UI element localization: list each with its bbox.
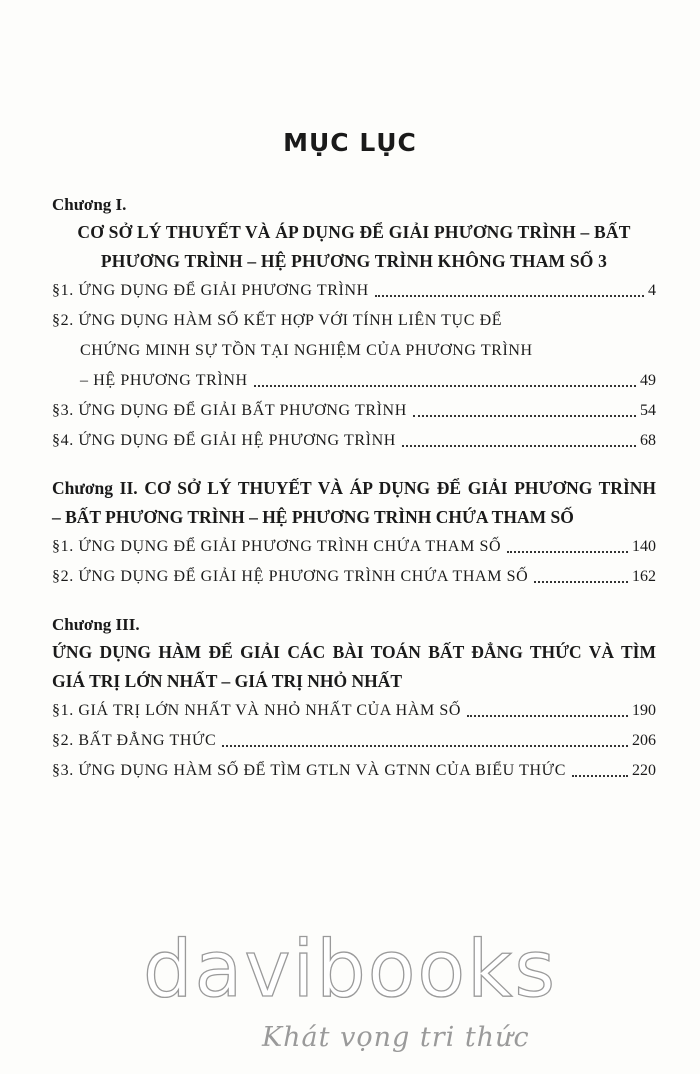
dot-leader [402,444,636,447]
toc-entry[interactable] [52,726,656,756]
chapter-2-heading-text: CƠ SỞ LÝ THUYẾT VÀ ÁP DỤNG ĐỂ GIẢI PHƯƠNG TRÌNH [144,478,657,498]
toc-entry-title: §3. ỨNG DỤNG ĐỂ GIẢI BẤT PHƯƠNG TRÌNH [52,402,407,419]
toc-entry-title: §1. ỨNG DỤNG ĐỂ GIẢI PHƯƠNG TRÌNH [52,282,369,299]
chapter-3-heading-line-2: GIÁ TRỊ LỚN NHẤT – GIÁ TRỊ NHỎ NHẤT [52,671,403,691]
page-title: MỤC LỤC [283,128,417,157]
toc-entry[interactable] [52,306,656,396]
toc-entry-title-line-2: CHỨNG MINH SỰ TỒN TẠI NGHIỆM CỦA PHƯƠNG TRÌNH [80,342,533,359]
toc-entry-title: §2. ỨNG DỤNG ĐỂ GIẢI HỆ PHƯƠNG TRÌNH CHỨA THAM SỐ [52,568,529,585]
toc-entry-line [52,366,656,396]
dot-leader [467,714,628,717]
toc-entry-page: 220 [632,762,656,779]
table-of-contents [52,192,656,786]
toc-entry-title-line-3: – HỆ PHƯƠNG TRÌNH [80,372,248,389]
toc-entry[interactable] [52,532,656,562]
toc-entry-title: §3. ỨNG DỤNG HÀM SỐ ĐỂ TÌM GTLN VÀ GTNN CỦA BIỂU THỨC [52,762,566,779]
dot-leader [413,414,636,417]
chapter-2-label: Chương II. [52,478,138,498]
toc-entry-page: 190 [632,702,656,719]
chapter-3 [52,612,656,786]
toc-entry-title: §1. ỨNG DỤNG ĐỂ GIẢI PHƯƠNG TRÌNH CHỨA THAM SỐ [52,538,502,555]
toc-entry-page: 4 [648,282,656,299]
dot-leader [222,744,628,747]
chapter-3-label: Chương III. [52,615,140,634]
dot-leader [572,774,628,777]
toc-entry[interactable] [52,562,656,592]
toc-entry[interactable] [52,396,656,426]
toc-entry[interactable] [52,276,656,306]
toc-entry[interactable] [52,756,656,786]
toc-entry-page: 68 [640,432,656,449]
toc-entry-title: §4. ỨNG DỤNG ĐỂ GIẢI HỆ PHƯƠNG TRÌNH [52,432,396,449]
toc-entry-page: 49 [640,372,656,389]
dot-leader [507,550,628,553]
chapter-2-heading-line-2: – BẤT PHƯƠNG TRÌNH – HỆ PHƯƠNG TRÌNH CHỨA THAM SỐ [52,507,574,527]
toc-entry-page: 206 [632,732,656,749]
chapter-1 [52,192,656,456]
toc-entry[interactable] [52,696,656,726]
brand-slogan: Khát vọng tri thức [262,1022,530,1053]
brand-logo-text: davibooks [143,925,557,1015]
dot-leader [534,580,628,583]
chapter-1-heading-line-2: PHƯƠNG TRÌNH – HỆ PHƯƠNG TRÌNH KHÔNG THAM SỐ 3 [100,251,608,271]
chapter-3-heading-line-1: ỨNG DỤNG HÀM ĐỂ GIẢI CÁC BÀI TOÁN BẤT ĐẲNG THỨC VÀ TÌM [52,642,656,662]
toc-entry-title: §2. BẤT ĐẲNG THỨC [52,732,217,749]
toc-entry-line [52,306,656,336]
dot-leader [375,294,644,297]
toc-entry-page: 54 [640,402,656,419]
chapter-2-heading-line-1 [52,474,656,503]
toc-entry-page: 140 [632,538,656,555]
dot-leader [254,384,636,387]
toc-entry[interactable] [52,426,656,456]
toc-entry-page: 162 [632,568,656,585]
toc-entry-title: §1. GIÁ TRỊ LỚN NHẤT VÀ NHỎ NHẤT CỦA HÀM SỐ [52,702,462,719]
chapter-1-label: Chương I. [52,195,127,214]
chapter-1-heading-line-1: CƠ SỞ LÝ THUYẾT VÀ ÁP DỤNG ĐỂ GIẢI PHƯƠNG TRÌNH – BẤT [77,222,631,242]
chapter-2 [52,474,656,592]
toc-entry-title-line-1: §2. ỨNG DỤNG HÀM SỐ KẾT HỢP VỚI TÍNH LIÊN TỤC ĐỂ [52,312,503,329]
